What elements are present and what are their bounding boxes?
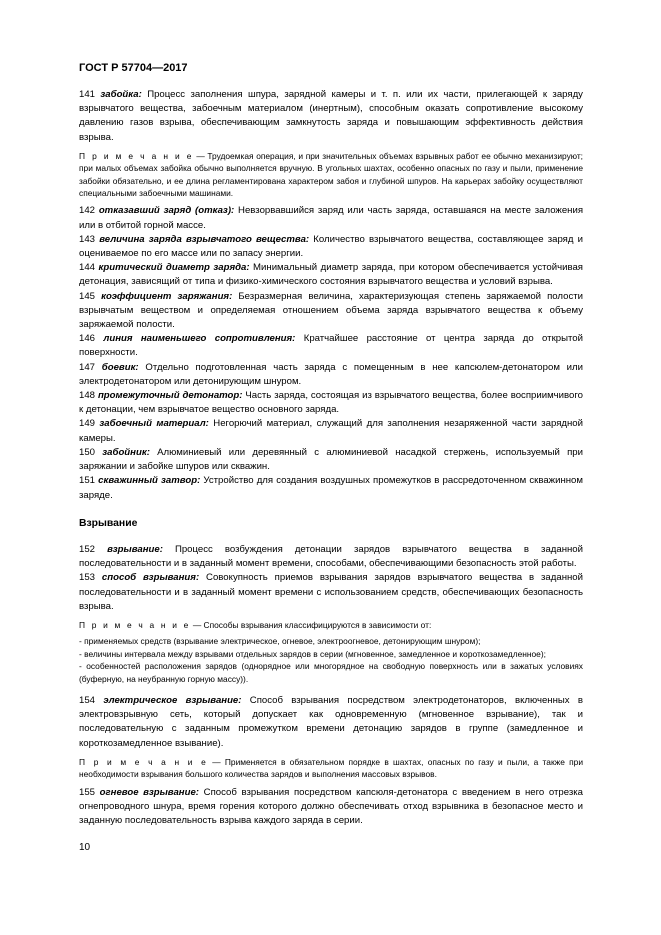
entry-number: 151 xyxy=(79,475,96,487)
entry-definition: Количество взрывчатого вещества, составляющее заряд и оцениваемое по его массе или по запасу энергии. xyxy=(79,233,583,260)
term-entry xyxy=(79,389,583,417)
entry-number: 155 xyxy=(79,786,96,798)
entry-definition: Процесс заполнения шпура, зарядной камеры и т. п. или их части, прилегающей к заряду взрывчатого вещества, забоечным материалом (инертным), способным оказать сопротивление высокому давлению газов взрыва, обеспечивающим замкнутость заряда и повышающим эффективность действия взрыва. xyxy=(79,89,583,143)
page-number: 10 xyxy=(79,842,91,853)
entry-definition: Отдельно подготовленная часть заряда с помещенным в нее капсюлем-детонатором или электродетонатором или детонирующим шнуром. xyxy=(79,361,583,387)
entry-number: 145 xyxy=(79,290,96,302)
entry-definition: Негорючий материал, служащий для заполнения незаряженной части зарядной камеры. xyxy=(79,418,583,444)
entry-term: забойник: xyxy=(102,446,150,458)
term-entry xyxy=(79,332,583,360)
note-item: - величины интервала между взрывами отдельных зарядов в серии (мгновенное, замедленное и короткозамедленное); xyxy=(79,648,546,659)
term-entry xyxy=(79,361,583,389)
entry-definition: Устройство для создания воздушных промежутков в рассредоточенном скважинном заряде. xyxy=(79,475,583,501)
entry-number: 141 xyxy=(79,89,96,100)
entry-term: электрическое взрывание: xyxy=(103,694,242,706)
entry-definition: Способ взрывания посредством капсюля-детонатора с введением в него отрезка огнепроводного шнура, время горения которого должно обеспечивать отход взрывника в безопасное место и заданную последовательность взрыва каждого заряда в серии. xyxy=(79,786,583,826)
note-label: П р и м е ч а н и е xyxy=(79,756,208,767)
term-entry xyxy=(79,88,583,145)
entry-term: скважинный затвор: xyxy=(98,475,201,487)
entry-term: огневое взрывание: xyxy=(99,786,199,798)
entry-definition: Процесс возбуждения детонации зарядов взрывчатого вещества в заданной последовательности и в заданный момент времени, способами, обеспечивающими безопасность этой работы. xyxy=(79,543,584,570)
entry-term: отказавший заряд (отказ): xyxy=(98,205,235,217)
entry-term: способ взрывания: xyxy=(101,572,200,584)
term-entry xyxy=(79,290,583,333)
entry-number: 142 xyxy=(79,205,96,217)
entries-group-a xyxy=(79,88,583,145)
entry-term: коэффициент заряжания: xyxy=(101,290,233,302)
entry-number: 154 xyxy=(79,694,96,706)
entry-number: 147 xyxy=(79,361,96,373)
entry-term: забойка: xyxy=(100,89,142,100)
entry-number: 146 xyxy=(79,333,96,345)
entry-definition: Кратчайшее расстояние от центра заряда до открытой поверхности. xyxy=(79,333,583,359)
term-entry xyxy=(79,571,583,614)
entry-number: 150 xyxy=(79,446,96,458)
page-header: ГОСТ Р 57704—2017 xyxy=(79,62,188,74)
term-entry xyxy=(79,543,583,571)
entry-number: 144 xyxy=(79,262,96,274)
note-text: — Трудоемкая операция, и при значительных объемах взрывных работ ее обычно механизируют; при малых объемах забойка обычно выполняется вручную. В угольных шахтах, особенно опасных по газу и пыли, применение забойки обязательно, и ее длина регламентирована характером забоя и глубиной шпуров. На карьерах забойку осуществляют специальными забоечными машинами. xyxy=(79,150,584,199)
entry-term: промежуточный детонатор: xyxy=(97,390,243,402)
entries-group-c xyxy=(79,543,583,614)
entry-term: критический диаметр заряда: xyxy=(98,262,250,274)
entry-term: взрывание: xyxy=(107,543,163,555)
entry-number: 152 xyxy=(79,543,96,555)
entry-number: 143 xyxy=(79,233,96,245)
note-text: — Применяется в обязательном порядке в шахтах, опасных по газу и пыли, а также при необходимости взрывания большого количества зарядов и выполнения массовых взрывов. xyxy=(79,756,584,780)
term-entry xyxy=(79,204,583,232)
entry-number: 149 xyxy=(79,418,96,430)
term-entry xyxy=(79,694,583,751)
note-text: — Способы взрывания классифицируются в зависимости от: xyxy=(192,619,432,630)
note-1 xyxy=(79,150,583,200)
entry-definition: Алюминиевый или деревянный с алюминиевой насадкой стержень, используемый при заряжании и забойке шпуров или скважин. xyxy=(79,446,583,473)
term-entry xyxy=(79,474,583,502)
entries-group-d xyxy=(79,694,583,751)
note-3 xyxy=(79,756,583,781)
entry-definition: Безразмерная величина, характеризующая степень заряжаемой полости взрывчатым веществом и определяемая отношением объема заряда взрывчатого вещества к объему заряжаемой полости. xyxy=(79,290,584,331)
term-entry xyxy=(79,261,583,289)
term-entry xyxy=(79,233,583,261)
entries-group-e xyxy=(79,786,583,829)
entry-term: забоечный материал: xyxy=(99,418,209,430)
note-item: - особенностей расположения зарядов (однорядное или многорядное на свободную поверхность или в зажатых условиях (буферную, на неубранную горную массу)). xyxy=(79,661,583,684)
entry-definition: Совокупность приемов взрывания зарядов взрывчатого вещества в заданной последовательности и в заданный момент времени с использованием средств, обеспечивающих безопасность взрыва. xyxy=(79,572,583,612)
entry-definition: Способ взрывания посредством электродетонаторов, включенных в электровзрывную сеть, который допускает как одновременную (мгновенное взрывание), так и последовательную с заданным промежутком времени детонацию зарядов в группе (замедленное и короткозамедленное взывание). xyxy=(79,694,583,749)
note-label: П р и м е ч а н и е xyxy=(79,150,194,161)
entry-term: боевик: xyxy=(101,361,139,373)
entry-number: 148 xyxy=(79,390,96,402)
entry-term: линия наименьшего сопротивления: xyxy=(103,333,296,345)
entry-term: величина заряда взрывчатого вещества: xyxy=(99,233,310,245)
entry-definition: Часть заряда, состоящая из взрывчатого вещества, более восприимчивого к детонации, чем взрывчатое вещество основного заряда. xyxy=(79,390,583,416)
note-2 xyxy=(79,619,583,631)
term-entry xyxy=(79,446,583,474)
section-title: Взрывание xyxy=(79,517,138,529)
term-entry xyxy=(79,786,583,829)
entries-group-b xyxy=(79,204,583,502)
entry-number: 153 xyxy=(79,572,96,584)
entry-definition: Невзорвавшийся заряд или часть заряда, оставшаяся на месте заложения или в отбитой горной массе. xyxy=(79,205,584,231)
entry-definition: Минимальный диаметр заряда, при котором обеспечивается устойчивая детонация, зависящий от типа и физико-химического состояния взрывчатого вещества и условий взрыва. xyxy=(79,262,583,288)
note-item: - применяемых средств (взрывание электрическое, огневое, электроогневое, детонирующим шнуром); xyxy=(79,636,481,647)
note-label: П р и м е ч а н и е xyxy=(79,619,191,630)
term-entry xyxy=(79,417,583,445)
document-body xyxy=(79,88,583,828)
